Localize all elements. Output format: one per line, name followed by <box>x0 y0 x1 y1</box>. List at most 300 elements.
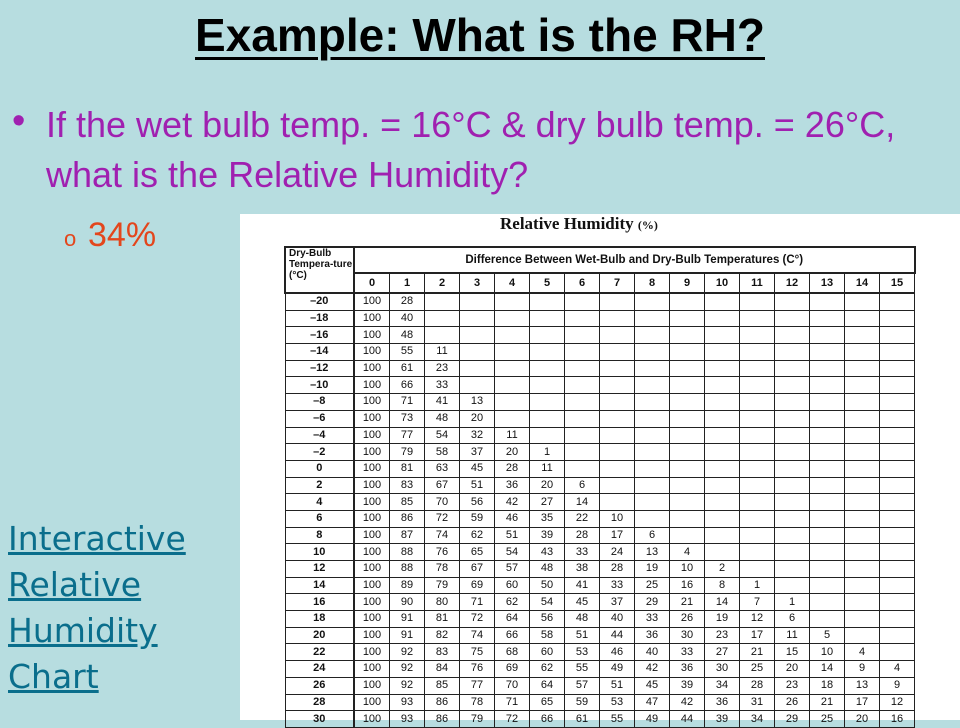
rh-value-cell <box>635 494 670 511</box>
rh-value-cell: 92 <box>390 644 425 661</box>
rh-value-cell: 54 <box>495 544 530 561</box>
rh-value-cell <box>775 327 810 344</box>
rh-value-cell: 23 <box>775 677 810 694</box>
rh-value-cell <box>845 594 880 611</box>
rh-value-cell: 100 <box>354 711 390 728</box>
rh-value-cell: 50 <box>530 577 565 594</box>
rh-value-cell: 100 <box>354 644 390 661</box>
rh-value-cell: 40 <box>390 310 425 327</box>
column-header: 12 <box>775 273 810 293</box>
rh-value-cell <box>880 360 915 377</box>
rh-value-cell: 59 <box>460 510 495 527</box>
rh-value-cell <box>775 293 810 310</box>
rh-value-cell <box>880 444 915 461</box>
rh-value-cell <box>600 394 635 411</box>
rh-value-cell: 55 <box>390 344 425 361</box>
rh-value-cell <box>565 293 600 310</box>
rh-value-cell <box>775 360 810 377</box>
rh-value-cell <box>635 427 670 444</box>
rh-value-cell: 47 <box>635 694 670 711</box>
rh-value-cell <box>600 494 635 511</box>
rh-value-cell: 57 <box>495 561 530 578</box>
rh-value-cell <box>460 377 495 394</box>
chart-title <box>500 214 658 234</box>
rh-value-cell: 79 <box>390 444 425 461</box>
rh-value-cell <box>530 394 565 411</box>
rh-value-cell: 62 <box>495 594 530 611</box>
rh-value-cell: 48 <box>530 561 565 578</box>
rh-value-cell <box>565 327 600 344</box>
rh-value-cell <box>635 477 670 494</box>
rh-value-cell <box>810 510 845 527</box>
rh-value-cell: 100 <box>354 561 390 578</box>
rh-value-cell: 14 <box>565 494 600 511</box>
rh-value-cell: 7 <box>740 594 775 611</box>
link-line: Interactive <box>8 519 186 558</box>
rh-value-cell: 28 <box>495 460 530 477</box>
rh-value-cell <box>810 344 845 361</box>
rh-value-cell <box>740 544 775 561</box>
rh-value-cell <box>635 327 670 344</box>
rh-value-cell <box>775 410 810 427</box>
rh-value-cell <box>810 577 845 594</box>
column-header: 11 <box>740 273 775 293</box>
rh-value-cell: 63 <box>425 460 460 477</box>
rh-value-cell <box>880 561 915 578</box>
rh-value-cell <box>845 327 880 344</box>
rh-value-cell: 20 <box>775 661 810 678</box>
rh-value-cell: 22 <box>565 510 600 527</box>
rh-value-cell: 10 <box>670 561 705 578</box>
rh-value-cell: 100 <box>354 494 390 511</box>
rh-value-cell: 25 <box>635 577 670 594</box>
dry-bulb-temp-cell: –14 <box>285 344 354 361</box>
rh-value-cell <box>845 627 880 644</box>
rh-value-cell <box>705 427 740 444</box>
dry-bulb-temp-cell: –18 <box>285 310 354 327</box>
rh-value-cell: 100 <box>354 477 390 494</box>
rh-value-cell: 17 <box>740 627 775 644</box>
rh-value-cell: 58 <box>530 627 565 644</box>
rh-value-cell: 6 <box>565 477 600 494</box>
rh-value-cell: 32 <box>460 427 495 444</box>
rh-value-cell: 100 <box>354 310 390 327</box>
rh-value-cell: 17 <box>845 694 880 711</box>
rh-value-cell: 45 <box>565 594 600 611</box>
rh-value-cell <box>880 310 915 327</box>
rh-value-cell: 16 <box>670 577 705 594</box>
rh-value-cell: 66 <box>390 377 425 394</box>
rh-value-cell <box>845 577 880 594</box>
rh-value-cell <box>775 477 810 494</box>
rh-value-cell: 78 <box>425 561 460 578</box>
rh-value-cell: 36 <box>670 661 705 678</box>
rh-value-cell <box>810 460 845 477</box>
dry-bulb-temp-cell: 18 <box>285 611 354 628</box>
rh-value-cell: 14 <box>810 661 845 678</box>
rh-value-cell: 34 <box>740 711 775 728</box>
rh-value-cell: 11 <box>495 427 530 444</box>
rh-value-cell: 11 <box>425 344 460 361</box>
rh-value-cell <box>880 544 915 561</box>
rh-value-cell: 12 <box>740 611 775 628</box>
rh-value-cell <box>740 410 775 427</box>
rh-value-cell: 33 <box>565 544 600 561</box>
rh-value-cell: 53 <box>565 644 600 661</box>
rh-value-cell <box>425 310 460 327</box>
rh-value-cell: 24 <box>600 544 635 561</box>
rh-value-cell <box>495 293 530 310</box>
rh-value-cell: 66 <box>530 711 565 728</box>
rh-value-cell: 41 <box>565 577 600 594</box>
table-row <box>285 661 915 678</box>
rh-value-cell <box>495 310 530 327</box>
dry-bulb-temp-cell: 30 <box>285 711 354 728</box>
rh-value-cell: 6 <box>775 611 810 628</box>
rh-value-cell: 11 <box>775 627 810 644</box>
rh-value-cell: 85 <box>390 494 425 511</box>
rh-value-cell <box>740 394 775 411</box>
rh-value-cell <box>600 377 635 394</box>
dry-bulb-temp-cell: 24 <box>285 661 354 678</box>
rh-value-cell <box>845 360 880 377</box>
rh-value-cell: 88 <box>390 561 425 578</box>
difference-header: Difference Between Wet-Bulb and Dry-Bulb Temperatures (C°) <box>354 247 915 273</box>
rh-value-cell: 37 <box>460 444 495 461</box>
rh-value-cell: 11 <box>530 460 565 477</box>
table-row <box>285 327 915 344</box>
rh-value-cell <box>740 377 775 394</box>
rh-value-cell: 77 <box>460 677 495 694</box>
rh-value-cell <box>530 344 565 361</box>
rh-value-cell <box>810 544 845 561</box>
rh-value-cell: 6 <box>635 527 670 544</box>
link-line: Chart <box>8 657 99 696</box>
rh-value-cell <box>880 293 915 310</box>
rh-value-cell <box>460 293 495 310</box>
rh-value-cell <box>670 427 705 444</box>
interactive-rh-chart-link[interactable] <box>8 516 238 700</box>
rh-value-cell <box>670 394 705 411</box>
rh-value-cell: 25 <box>740 661 775 678</box>
rh-value-cell: 70 <box>425 494 460 511</box>
rh-value-cell: 42 <box>495 494 530 511</box>
rh-value-cell: 30 <box>670 627 705 644</box>
rh-value-cell <box>775 577 810 594</box>
rh-value-cell <box>460 310 495 327</box>
rh-value-cell: 88 <box>390 544 425 561</box>
rh-value-cell <box>565 427 600 444</box>
dry-bulb-temp-cell: 22 <box>285 644 354 661</box>
column-header: 3 <box>460 273 495 293</box>
rh-value-cell: 76 <box>425 544 460 561</box>
rh-value-cell: 100 <box>354 694 390 711</box>
rh-value-cell: 51 <box>565 627 600 644</box>
rh-value-cell: 4 <box>845 644 880 661</box>
rh-value-cell: 49 <box>635 711 670 728</box>
table-row <box>285 494 915 511</box>
column-header: 1 <box>390 273 425 293</box>
rh-value-cell <box>880 494 915 511</box>
rh-value-cell: 2 <box>705 561 740 578</box>
rh-value-cell <box>845 494 880 511</box>
rh-value-cell: 100 <box>354 427 390 444</box>
rh-value-cell <box>565 394 600 411</box>
rh-value-cell: 85 <box>425 677 460 694</box>
rh-value-cell <box>845 410 880 427</box>
rh-value-cell: 69 <box>495 661 530 678</box>
link-line: Humidity <box>8 611 158 650</box>
rh-value-cell <box>880 627 915 644</box>
table-row <box>285 310 915 327</box>
dry-bulb-header: Dry-Bulb Tempera-ture (°C) <box>285 247 354 293</box>
rh-value-cell <box>565 444 600 461</box>
rh-value-cell <box>530 293 565 310</box>
rh-chart-panel <box>240 214 960 725</box>
rh-value-cell: 13 <box>635 544 670 561</box>
rh-value-cell: 60 <box>530 644 565 661</box>
rh-value-cell <box>845 561 880 578</box>
rh-value-cell: 36 <box>635 627 670 644</box>
dry-bulb-temp-cell: –8 <box>285 394 354 411</box>
rh-value-cell: 45 <box>460 460 495 477</box>
rh-value-cell: 33 <box>600 577 635 594</box>
rh-value-cell: 100 <box>354 460 390 477</box>
rh-value-cell: 40 <box>600 611 635 628</box>
rh-value-cell: 71 <box>495 694 530 711</box>
rh-value-cell <box>705 310 740 327</box>
table-row <box>285 527 915 544</box>
rh-value-cell <box>810 477 845 494</box>
rh-value-cell <box>705 494 740 511</box>
rh-value-cell: 55 <box>600 711 635 728</box>
rh-value-cell: 93 <box>390 694 425 711</box>
rh-value-cell: 75 <box>460 644 495 661</box>
rh-value-cell: 23 <box>425 360 460 377</box>
table-row <box>285 410 915 427</box>
rh-value-cell <box>740 427 775 444</box>
rh-value-cell: 10 <box>810 644 845 661</box>
rh-value-cell: 72 <box>460 611 495 628</box>
rh-value-cell <box>670 327 705 344</box>
column-header: 5 <box>530 273 565 293</box>
rh-value-cell <box>635 310 670 327</box>
rh-value-cell: 65 <box>530 694 565 711</box>
rh-value-cell: 51 <box>460 477 495 494</box>
rh-value-cell: 100 <box>354 444 390 461</box>
dry-bulb-temp-cell: 0 <box>285 460 354 477</box>
rh-value-cell <box>775 310 810 327</box>
rh-value-cell <box>810 293 845 310</box>
rh-value-cell: 48 <box>390 327 425 344</box>
rh-value-cell: 64 <box>530 677 565 694</box>
rh-value-cell <box>845 527 880 544</box>
rh-value-cell: 59 <box>565 694 600 711</box>
rh-value-cell: 8 <box>705 577 740 594</box>
rh-value-cell: 51 <box>600 677 635 694</box>
rh-value-cell: 81 <box>425 611 460 628</box>
rh-value-cell: 100 <box>354 627 390 644</box>
rh-value-cell: 100 <box>354 377 390 394</box>
rh-value-cell: 39 <box>530 527 565 544</box>
rh-value-cell: 100 <box>354 360 390 377</box>
table-row <box>285 477 915 494</box>
rh-value-cell <box>705 327 740 344</box>
rh-value-cell <box>670 460 705 477</box>
rh-value-cell <box>670 510 705 527</box>
rh-value-cell: 51 <box>495 527 530 544</box>
rh-value-cell: 89 <box>390 577 425 594</box>
column-header: 7 <box>600 273 635 293</box>
rh-value-cell <box>880 460 915 477</box>
rh-value-cell: 20 <box>845 711 880 728</box>
dry-bulb-temp-cell: –10 <box>285 377 354 394</box>
rh-value-cell: 100 <box>354 410 390 427</box>
rh-value-cell: 30 <box>705 661 740 678</box>
rh-value-cell <box>635 410 670 427</box>
rh-value-cell: 100 <box>354 527 390 544</box>
rh-value-cell <box>460 344 495 361</box>
rh-value-cell: 100 <box>354 293 390 310</box>
dry-bulb-temp-cell: 12 <box>285 561 354 578</box>
rh-value-cell: 82 <box>425 627 460 644</box>
rh-value-cell: 60 <box>495 577 530 594</box>
rh-value-cell: 48 <box>565 611 600 628</box>
rh-value-cell: 68 <box>495 644 530 661</box>
rh-value-cell <box>495 344 530 361</box>
rh-value-cell <box>635 460 670 477</box>
chart-title-unit: (%) <box>637 218 658 232</box>
rh-value-cell <box>845 611 880 628</box>
rh-value-cell: 92 <box>390 677 425 694</box>
rh-value-cell <box>600 444 635 461</box>
rh-value-cell: 1 <box>775 594 810 611</box>
rh-value-cell: 78 <box>460 694 495 711</box>
rh-value-cell: 42 <box>635 661 670 678</box>
rh-value-cell: 55 <box>565 661 600 678</box>
rh-value-cell <box>635 394 670 411</box>
rh-value-cell <box>810 377 845 394</box>
rh-value-cell <box>740 527 775 544</box>
rh-value-cell <box>670 527 705 544</box>
column-header: 2 <box>425 273 460 293</box>
rh-value-cell: 71 <box>390 394 425 411</box>
rh-value-cell: 16 <box>880 711 915 728</box>
table-row <box>285 427 915 444</box>
column-header-row <box>285 273 915 293</box>
rh-value-cell: 65 <box>460 544 495 561</box>
rh-value-cell: 34 <box>705 677 740 694</box>
rh-value-cell <box>740 444 775 461</box>
rh-value-cell: 28 <box>600 561 635 578</box>
rh-value-cell: 25 <box>810 711 845 728</box>
rh-value-cell <box>880 377 915 394</box>
rh-value-cell <box>530 360 565 377</box>
rh-value-cell <box>880 594 915 611</box>
rh-value-cell: 13 <box>845 677 880 694</box>
rh-value-cell: 93 <box>390 711 425 728</box>
rh-value-cell <box>670 344 705 361</box>
rh-value-cell: 53 <box>600 694 635 711</box>
rh-value-cell <box>600 327 635 344</box>
rh-value-cell: 1 <box>530 444 565 461</box>
rh-value-cell: 71 <box>460 594 495 611</box>
rh-value-cell <box>635 344 670 361</box>
rh-value-cell: 100 <box>354 394 390 411</box>
rh-value-cell <box>460 360 495 377</box>
rh-value-cell: 13 <box>460 394 495 411</box>
rh-value-cell: 100 <box>354 594 390 611</box>
rh-value-cell <box>880 477 915 494</box>
rh-value-cell: 83 <box>425 644 460 661</box>
dry-bulb-temp-cell: 8 <box>285 527 354 544</box>
rh-value-cell: 100 <box>354 577 390 594</box>
rh-value-cell <box>530 410 565 427</box>
rh-value-cell: 79 <box>460 711 495 728</box>
rh-value-cell <box>705 477 740 494</box>
rh-value-cell: 9 <box>845 661 880 678</box>
rh-value-cell <box>880 644 915 661</box>
rh-value-cell <box>845 460 880 477</box>
rh-value-cell: 26 <box>670 611 705 628</box>
rh-value-cell: 20 <box>495 444 530 461</box>
rh-value-cell <box>705 444 740 461</box>
rh-value-cell <box>810 327 845 344</box>
rh-value-cell: 15 <box>775 644 810 661</box>
rh-value-cell <box>845 394 880 411</box>
rh-value-cell <box>705 293 740 310</box>
rh-value-cell <box>600 427 635 444</box>
table-row <box>285 360 915 377</box>
rh-value-cell: 27 <box>530 494 565 511</box>
rh-value-cell <box>565 460 600 477</box>
rh-value-cell <box>775 544 810 561</box>
answer-text: 34% <box>88 216 157 254</box>
rh-value-cell: 21 <box>810 694 845 711</box>
rh-value-cell <box>600 360 635 377</box>
rh-value-cell <box>880 427 915 444</box>
rh-value-cell <box>775 394 810 411</box>
table-row <box>285 677 915 694</box>
rh-value-cell <box>740 510 775 527</box>
rh-value-cell <box>635 377 670 394</box>
rh-value-cell: 28 <box>565 527 600 544</box>
rh-value-cell: 67 <box>460 561 495 578</box>
rh-value-cell <box>845 427 880 444</box>
rh-value-cell: 61 <box>565 711 600 728</box>
rh-value-cell <box>810 410 845 427</box>
dry-bulb-temp-cell: 20 <box>285 627 354 644</box>
rh-value-cell <box>845 444 880 461</box>
rh-value-cell: 20 <box>460 410 495 427</box>
rh-value-cell: 100 <box>354 544 390 561</box>
rh-value-cell: 26 <box>775 694 810 711</box>
table-row <box>285 460 915 477</box>
rh-value-cell: 29 <box>775 711 810 728</box>
rh-value-cell <box>600 310 635 327</box>
rh-value-cell <box>600 410 635 427</box>
rh-value-cell <box>740 494 775 511</box>
rh-value-cell: 10 <box>600 510 635 527</box>
rh-value-cell: 64 <box>495 611 530 628</box>
rh-value-cell: 57 <box>565 677 600 694</box>
column-header: 10 <box>705 273 740 293</box>
rh-value-cell: 81 <box>390 460 425 477</box>
rh-value-cell: 90 <box>390 594 425 611</box>
rh-value-cell: 46 <box>495 510 530 527</box>
rh-value-cell: 36 <box>705 694 740 711</box>
rh-value-cell <box>740 327 775 344</box>
